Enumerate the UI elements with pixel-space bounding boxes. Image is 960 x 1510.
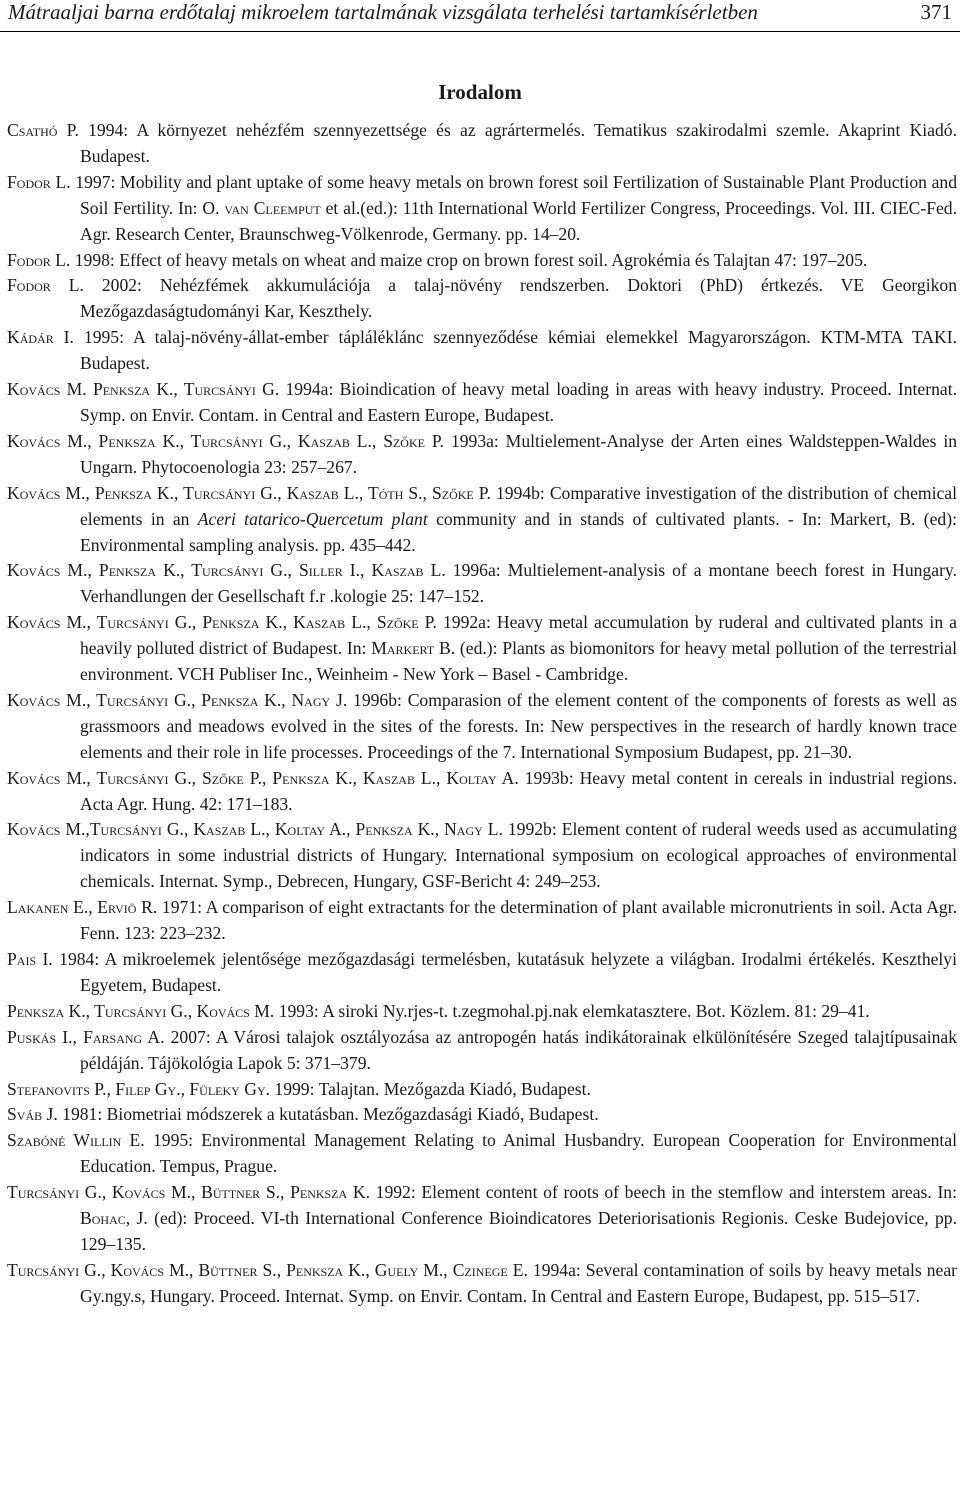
reference-text: 1997: Mobility and plant uptake of some heavy metals on brown forest soil Fertilization of Sustainable Plant Production and Soil Fertility. In: O. (70, 171, 957, 218)
reference-entry (7, 1025, 957, 1077)
reference-entry (7, 817, 957, 895)
reference-author: Puskás I., Farsang A. (7, 1026, 165, 1047)
reference-entry (7, 895, 957, 947)
reference-text: community and in stands of cultivated plants. - In: Markert, B. (ed): Environmental sampling analysis. pp. 435–442. (80, 508, 957, 555)
reference-author: Kádár I. (7, 327, 74, 348)
running-header (8, 0, 952, 26)
reference-author: Kovács M., Penksza K., Turcsányi G., Kaszab L., Szőke P. (7, 430, 445, 451)
reference-text: 1993b: Heavy metal content in cereals in industrial regions. Acta Agr. Hung. 42: 171–183. (80, 767, 957, 814)
reference-text: , J. (ed): Proceed. VI-th International Conference Bioindicatores Deteriorisationis Regionis. Ceske Budejovice, pp. 129–135. (80, 1208, 957, 1254)
reference-text: 1994a: Several contamination of soils by heavy metals near Gy.ngy.s, Hungary. Proceed. Internat. Symp. on Envir. Contam. In Central and Eastern Europe, Budapest, pp. 515–517. (80, 1259, 957, 1306)
reference-text: 1992b: Element content of ruderal weeds used as accumulating indicators in some industrial districts of Hungary. International symposium on ecological approaches of environmental chemicals. Internat. Symp., Debrecen, Hungary, GSF-Bericht 4: 249–253. (80, 819, 958, 892)
reference-text: 1993a: Multielement-Analyse der Arten eines Waldsteppen-Waldes in Ungarn. Phytocoenologia 23: 257–267. (80, 430, 958, 477)
reference-text: 1992a: Heavy metal accumulation by ruderal and cultivated plants in a heavily polluted district of Budapest. In: (80, 612, 957, 659)
reference-text: et al.(ed.): 11th International World Fertilizer Congress, Proceedings. Vol. III. CIEC-Fed. Agr. Research Center, Braunschweg-Völkenrode, Germany. pp. 14–20. (80, 197, 957, 244)
reference-text: 1998: Effect of heavy metals on wheat and maize crop on brown forest soil. Agrokémia és Talajtan 47: 197–205. (70, 249, 868, 270)
reference-text: 1999: Talajtan. Mezőgazda Kiadó, Budapest. (270, 1078, 591, 1099)
reference-author: Csathó P. (7, 120, 79, 140)
reference-entry (7, 1077, 957, 1103)
reference-entry (7, 610, 957, 688)
page-number: 371 (920, 0, 952, 24)
reference-entry (7, 1102, 957, 1128)
reference-author: Kovács M. Penksza K., Turcsányi G. (7, 379, 280, 400)
reference-author: van Cleemput (224, 197, 321, 218)
reference-entry (7, 1128, 957, 1180)
reference-text: 1993: A siroki Ny.rjes-t. t.zegmohal.pj.nak elemkataszterе. Bot. Közlem. 81: 29–41. (274, 1000, 870, 1021)
reference-author: Fodor L. (7, 171, 71, 192)
reference-entry (7, 170, 957, 248)
reference-author: Kovács M., Turcsányi G., Penksza K., Kaszab L., Szőke P. (7, 612, 437, 633)
reference-text: 1971: A comparison of eight extractants for the determination of plant available micronutrients in soil. Acta Agr. Fenn. 123: 223–232. (80, 897, 957, 944)
reference-entry (7, 947, 957, 999)
reference-author: Sváb J. (7, 1104, 58, 1125)
reference-entry (7, 429, 957, 481)
reference-entry (7, 999, 957, 1025)
reference-text: 1994a: Bioindication of heavy metal loading in areas with heavy industry. Proceed. Internat. Symp. on Envir. Contam. in Central and Eastern Europe, Budapest. (80, 379, 957, 425)
reference-text: 1984: A mikroelemek jelentősége mezőgazdasági termelésben, kutatásuk helyzete a világban. Irodalmi értékelés. Keszthelyi Egyetem, Budapest. (52, 949, 957, 995)
reference-entry (7, 766, 957, 818)
reference-author: Fodor L. (7, 249, 71, 270)
reference-entry (7, 481, 957, 559)
reference-text: 1995: Environmental Management Relating to Animal Husbandry. European Cooperation for Environmental Education. Tempus, Prague. (80, 1130, 958, 1177)
reference-list (7, 118, 957, 1310)
reference-author: Szabóné Willin E. (7, 1130, 145, 1151)
reference-text: 1994b: Comparative investigation of the distribution of chemical elements in an (80, 482, 957, 529)
reference-entry (7, 118, 957, 170)
reference-entry (7, 377, 957, 429)
reference-author: Markert (371, 638, 435, 659)
reference-entry (7, 1258, 957, 1310)
reference-entry (7, 325, 957, 377)
reference-italic-text: Aceri tatarico-Quercetum plant (197, 508, 428, 529)
reference-author: Kovács M., Penksza K., Turcsányi G., Kaszab L., Tóth S., Szőke P. (7, 482, 491, 503)
reference-entry (7, 688, 957, 766)
reference-author: Pais I. (7, 949, 53, 969)
reference-text: 1995: A talaj-növény-állat-ember tápláléklánc szennyeződése kémiai elemekkel Magyarországon. KTM-MTA TAKI. Budapest. (73, 327, 957, 374)
reference-text: 1994: A környezet nehézfém szennyezettsége és az agrártermelés. Tematikus szakirodalmi szemle. Akaprint Kiadó. Budapest. (78, 120, 957, 166)
reference-entry (7, 1180, 957, 1258)
reference-author: Kovács M., Penksza K., Turcsányi G., Siller I., Kaszab L. (7, 560, 446, 581)
reference-text: B. (ed.): Plants as biomonitors for heavy metal pollution of the terrestrial environment. VCH Publiser Inc., Weinheim - New York – Basel - Cambridge. (80, 638, 957, 685)
running-title: Mátraaljai barna erdőtalaj mikroelem tartalmának vizsgálata terhelési tartamkísérletben (8, 0, 758, 24)
reference-entry (7, 248, 957, 274)
reference-author: Turcsányi G., Kovács M., Büttner S., Penksza K. (7, 1182, 370, 1203)
reference-author: Lakanen E., Erviö R. (7, 897, 158, 918)
reference-text: 2002: Nehézfémek akkumulációja a talaj-növény rendszerben. Doktori (PhD) értkezés. VE Georgikon Mezőgazdaságtudományi Kar, Keszthely. (80, 275, 957, 322)
section-title: Irodalom (438, 80, 522, 104)
header-rule (0, 31, 960, 32)
reference-author: Fodor L. (7, 275, 84, 296)
reference-author: Kovács M., Turcsányi G., Szőke P., Penksza K., Kaszab L., Koltay A. (7, 767, 519, 788)
reference-author: Bohac (80, 1208, 126, 1229)
reference-entry (7, 558, 957, 610)
reference-author: Kovács M.,Turcsányi G., Kaszab L., Koltay A., Penksza K., Nagy L. (7, 819, 503, 840)
reference-text: 2007: A Városi talajok osztályozása az antropogén hatás indikátorainak elkülönítésére Szeged talajtípusainak példáján. Tájökológia Lapok 5: 371–379. (80, 1026, 958, 1073)
reference-text: 1981: Biometriai módszerek a kutatásban. Mezőgazdasági Kiadó, Budapest. (57, 1104, 599, 1125)
reference-author: Kovács M., Turcsányi G., Penksza K., Nagy J. (7, 689, 348, 710)
reference-author: Turcsányi G., Kovács M., Büttner S., Penksza K., Guely M., Czinege E. (7, 1259, 528, 1280)
reference-text: 1992: Element content of roots of beech in the stemflow and interstem areas. In: (369, 1182, 957, 1203)
reference-text: 1996a: Multielement-analysis of a montane beech forest in Hungary. Verhandlungen der Gesellschaft f.r .kologie 25: 147–152. (80, 560, 957, 607)
reference-text: 1996b: Comparasion of the element content of the components of forests as well as grassmoors and meadows evolved in the sites of the forests. In: New perspectives in the research of hardly known trace elements and their role in life processes. Proceedings of the 7. International Symposium Budapest, pp. 21–30. (80, 689, 957, 762)
reference-author: Penksza K., Turcsányi G., Kovács M. (7, 1000, 275, 1021)
reference-entry (7, 273, 957, 325)
reference-author: Stefanovits P., Filep Gy., Füleky Gy. (7, 1078, 271, 1099)
